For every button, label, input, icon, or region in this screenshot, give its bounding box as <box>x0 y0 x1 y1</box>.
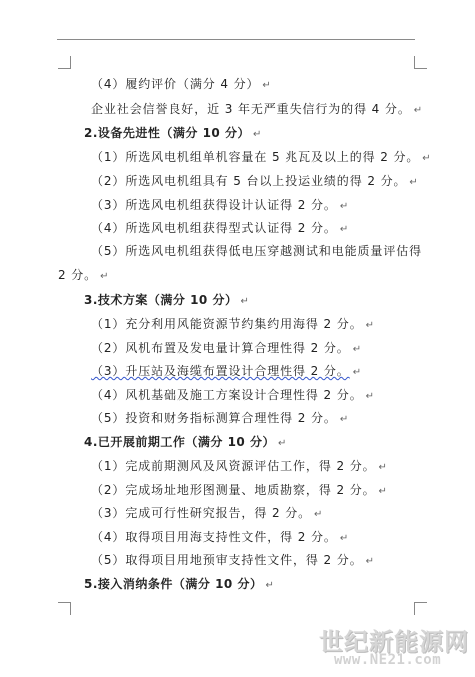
paragraph-mark-icon: ↵ <box>339 414 350 425</box>
doc-line: （5）投资和财务指标测算合理性得 2 分。 ↵ <box>91 411 350 425</box>
crop-mark-top-right <box>414 56 427 69</box>
paragraph-mark-icon: ↵ <box>352 344 362 355</box>
section-heading: 2.设备先进性（满分 10 分） ↵ <box>84 126 262 140</box>
crop-mark-top-left <box>58 56 71 69</box>
paragraph-mark-icon: ↵ <box>265 580 275 591</box>
doc-line: （4）风机基础及施工方案设计合理性得 2 分。 ↵ <box>91 388 375 402</box>
paragraph-mark-icon: ↵ <box>314 509 324 520</box>
doc-line: （5）取得项目用地预审支持性文件，得 2 分。 ↵ <box>91 553 375 567</box>
doc-line: （2）所选风电机组具有 5 台以上投运业绩的得 2 分。 ↵ <box>91 174 419 188</box>
crop-mark-bottom-left <box>58 602 71 615</box>
paragraph-mark-icon: ↵ <box>378 462 388 473</box>
doc-line: （4）取得项目用海支持性文件，得 2 分。 ↵ <box>91 530 350 544</box>
paragraph-mark-icon: ↵ <box>422 153 432 164</box>
paragraph-mark-icon: ↵ <box>378 486 388 497</box>
paragraph-mark-icon: ↵ <box>365 556 375 567</box>
doc-line: （2）风机布置及发电量计算合理性得 2 分。 ↵ <box>91 341 362 355</box>
doc-line: （2）完成场址地形图测量、地质勘察，得 2 分。 ↵ <box>91 483 388 497</box>
watermark-url: www.NE21.com <box>334 652 442 668</box>
doc-line: （3）完成可行性研究报告，得 2 分。 ↵ <box>91 506 324 520</box>
doc-line: （4）履约评价（满分 4 分） ↵ <box>91 77 272 91</box>
paragraph-mark-icon: ↵ <box>240 296 250 307</box>
paragraph-mark-icon: ↵ <box>365 391 375 402</box>
section-heading: 3.技术方案（满分 10 分） ↵ <box>84 293 250 307</box>
section-heading: 5.接入消纳条件（满分 10 分） ↵ <box>84 577 275 591</box>
paragraph-mark-icon: ↵ <box>409 177 419 188</box>
doc-line: （1）完成前期测风及风资源评估工作，得 2 分。 ↵ <box>91 459 388 473</box>
watermark-logo: 世纪新能源网 <box>319 628 469 656</box>
doc-line: （1）所选风电机组单机容量在 5 兆瓦及以上的得 2 分。 ↵ <box>91 150 432 164</box>
paragraph-mark-icon: ↵ <box>352 367 362 378</box>
paragraph-mark-icon: ↵ <box>413 105 424 116</box>
section-heading: 4.已开展前期工作（满分 10 分） ↵ <box>84 435 287 449</box>
paragraph-mark-icon: ↵ <box>339 201 350 212</box>
crop-mark-bottom-right <box>414 602 427 615</box>
paragraph-mark-icon: ↵ <box>100 271 110 282</box>
paragraph-mark-icon: ↵ <box>339 533 350 544</box>
doc-line: （5）所选风电机组获得低电压穿越测试和电能质量评估得 <box>91 244 423 258</box>
doc-line: （4）所选风电机组获得型式认证得 2 分。 ↵ <box>91 221 350 235</box>
doc-line: （1）充分利用风能资源节约集约用海得 2 分。 ↵ <box>91 317 375 331</box>
doc-line: （3）所选风电机组获得设计认证得 2 分。 ↵ <box>91 198 350 212</box>
doc-line: （3）升压站及海缆布置设计合理性得 2 分。 ↵ <box>91 364 362 378</box>
paragraph-mark-icon: ↵ <box>365 320 375 331</box>
page-header-rule <box>57 39 415 40</box>
paragraph-mark-icon: ↵ <box>277 438 287 449</box>
paragraph-mark-icon: ↵ <box>339 224 350 235</box>
paragraph-mark-icon: ↵ <box>262 80 272 91</box>
doc-line: 企业社会信誉良好，近 3 年无严重失信行为的得 4 分。 ↵ <box>91 102 424 116</box>
doc-line: 2 分。 ↵ <box>58 268 110 282</box>
paragraph-mark-icon: ↵ <box>252 129 262 140</box>
